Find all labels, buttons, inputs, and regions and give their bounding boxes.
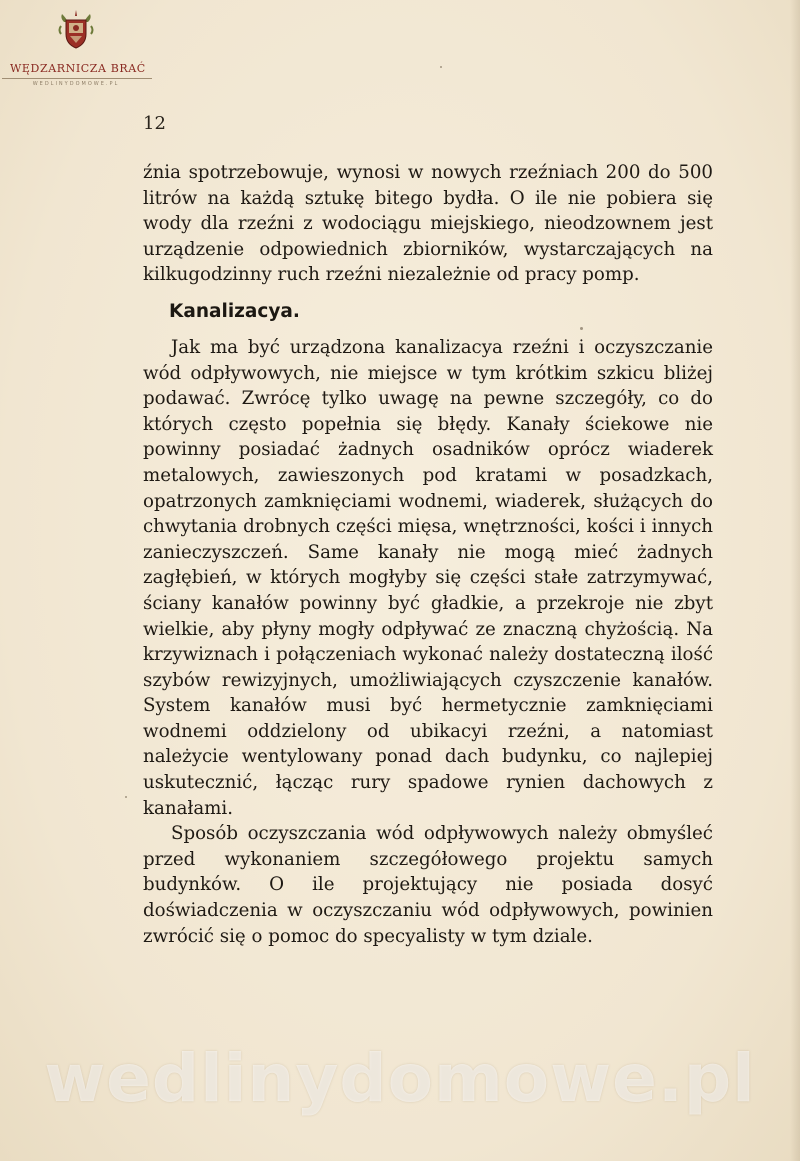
watermark: wedlinydomowe.pl [44, 1040, 756, 1117]
page-number: 12 [143, 113, 166, 134]
body-text [143, 160, 713, 949]
print-speck [440, 66, 442, 68]
page-edge-shadow [790, 0, 800, 1161]
print-speck [125, 796, 127, 798]
print-speck [580, 327, 583, 330]
coat-of-arms-icon [56, 8, 96, 50]
paragraph: Jak ma być urządzona kanalizacya rzeźni i oczyszczanie wód odpływowych, nie miejsce w tym krótkim szkicu bliżej podawać. Zwrócę tylko uwagę na pewne szczegóły, co do których często popełnia się błędy. Kanały ściekowe nie powinny posiadać żadnych osadników oprócz wiaderek metalowych, zawieszonych pod kratami w posadzkach, opatrzonych zamknięciami wodnemi, wiaderek, służących do chwytania drobnych części mięsa, wnętrzności, kości i innych zanieczyszczeń. Same kanały nie mogą mieć żadnych zagłębień, w których mogłyby się części stałe zatrzymywać, ściany kanałów powinny być gładkie, a przekroje nie zbyt wielkie, aby płyny mogły odpływać ze znaczną chyżością. Na krzywiznach i połączeniach wykonać należy dostateczną ilość szybów rewizyjnych, umożliwiających czyszczenie kanałów. System kanałów musi być hermetycznie zamknięciami wodnemi oddzielony od ubikacyi rzeźni, a natomiast należycie wentylowany ponad dach budynku, co najlepiej uskutecznić, łącząc rury spadowe rynien dachowych z kanałami. [143, 336, 713, 819]
paragraph-continuation: źnia spotrzebowuje, wynosi w nowych rzeźniach 200 do 500 litrów na każdą sztukę bitego bydła. O ile nie pobiera się wody dla rzeźni z wodociągu miejskiego, nieodzownem jest urządzenie odpowiednich zbiorników, wystarczających na kilkugodzinny ruch rzeźni niezależnie od pracy pomp. [143, 162, 713, 286]
site-logo[interactable] [10, 8, 146, 87]
logo-title: WĘDZARNICZA BRAĆ [10, 62, 146, 75]
logo-divider [2, 78, 152, 79]
paragraph: Sposób oczyszczania wód odpływowych należy obmyśleć przed wykonaniem szczegółowego projektu samych budynków. O ile projektujący nie posiada dosyć doświadczenia w oczyszczaniu wód odpływowych, powinien zwrócić się o pomoc do specyalisty w tym dziale. [143, 823, 713, 947]
logo-subtitle: WEDLINYDOMOWE.PL [32, 81, 120, 87]
section-heading: Kanalizacya. [169, 300, 300, 322]
